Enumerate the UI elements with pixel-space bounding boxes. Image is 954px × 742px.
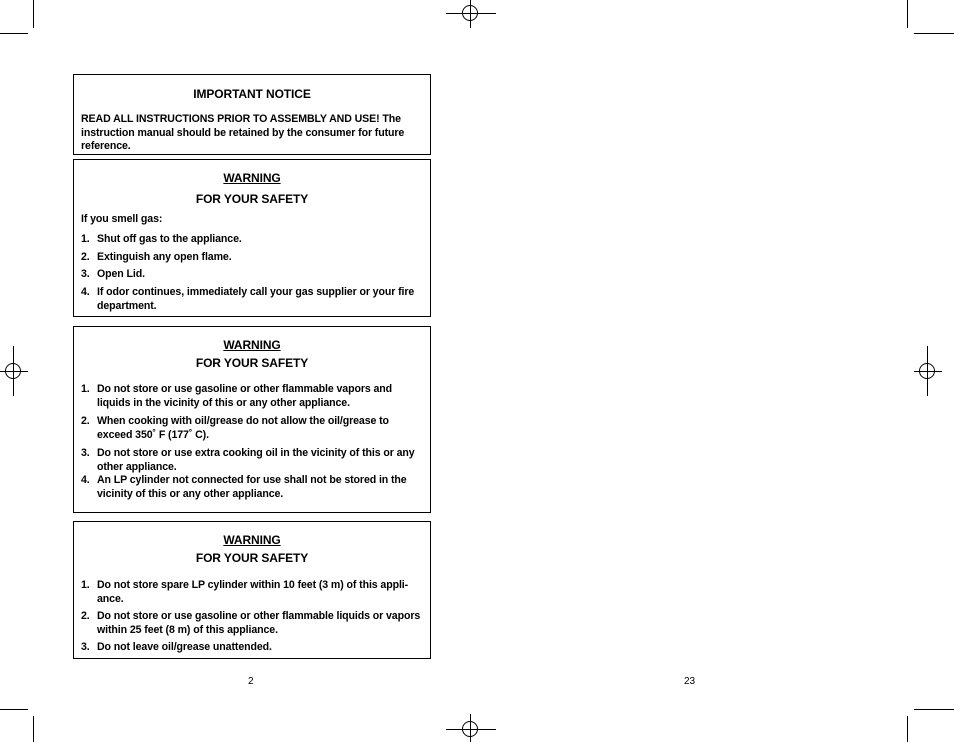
crop-mark: [907, 716, 908, 742]
registration-mark-line: [470, 0, 471, 28]
crop-mark: [914, 33, 954, 34]
list-item: 2. Extinguish any open flame.: [81, 251, 232, 263]
registration-mark-line: [446, 13, 496, 14]
registration-mark-line: [927, 346, 928, 396]
registration-mark-line: [470, 714, 471, 742]
list-item: 1. Do not store spare LP cylinder within 10 feet (3 m) of this appli- ance.: [81, 579, 409, 605]
list-item: 2. Do not store or use gasoline or other flammable liquids or vapors within 25 feet (8 m) of this appliance.: [81, 610, 421, 636]
warning-subtitle: FOR YOUR SAFETY: [195, 551, 309, 565]
registration-mark-line: [0, 371, 28, 372]
warning-box-gas: [73, 159, 431, 317]
warning-title: WARNING: [223, 533, 281, 547]
page-number-left: 2: [248, 676, 254, 687]
warning-title: WARNING: [223, 338, 281, 352]
crop-mark: [33, 0, 34, 28]
registration-mark-line: [13, 346, 14, 396]
warning-box-lp-cylinder: [73, 521, 431, 659]
notice-body: READ ALL INSTRUCTIONS PRIOR TO ASSEMBLY AND USE! The instruction manual should be retained by the consumer for future reference.: [81, 113, 405, 152]
important-notice-box: [73, 74, 431, 155]
list-item: 4. If odor continues, immediately call your gas supplier or your fire department.: [81, 286, 415, 312]
crop-mark: [0, 33, 28, 34]
crop-mark: [914, 709, 954, 710]
registration-mark-line: [914, 371, 942, 372]
list-item: 1. Do not store or use gasoline or other flammable vapors and liquids in the vicinity of this or any other appliance.: [81, 383, 393, 409]
list-item: 3. Do not leave oil/grease unattended.: [81, 641, 272, 653]
list-item: 2. When cooking with oil/grease do not allow the oil/grease to exceed 350˚ F (177˚ C).: [81, 415, 389, 441]
crop-mark: [0, 709, 28, 710]
list-item: 3. Open Lid.: [81, 268, 145, 280]
warning-title: WARNING: [223, 171, 281, 185]
crop-mark: [33, 716, 34, 742]
list-item: 4. An LP cylinder not connected for use shall not be stored in the vicinity of this or any other appliance.: [81, 474, 407, 500]
warning-box-flammables: [73, 326, 431, 513]
list-item: 3. Do not store or use extra cooking oil in the vicinity of this or any other appliance.: [81, 447, 415, 473]
warning-intro: If you smell gas:: [81, 213, 163, 225]
list-item: 1. Shut off gas to the appliance.: [81, 233, 242, 245]
warning-subtitle: FOR YOUR SAFETY: [195, 192, 309, 206]
registration-mark-line: [446, 729, 496, 730]
notice-title: IMPORTANT NOTICE: [193, 87, 311, 101]
warning-subtitle: FOR YOUR SAFETY: [195, 356, 309, 370]
crop-mark: [907, 0, 908, 28]
page-number-right: 23: [684, 676, 696, 687]
